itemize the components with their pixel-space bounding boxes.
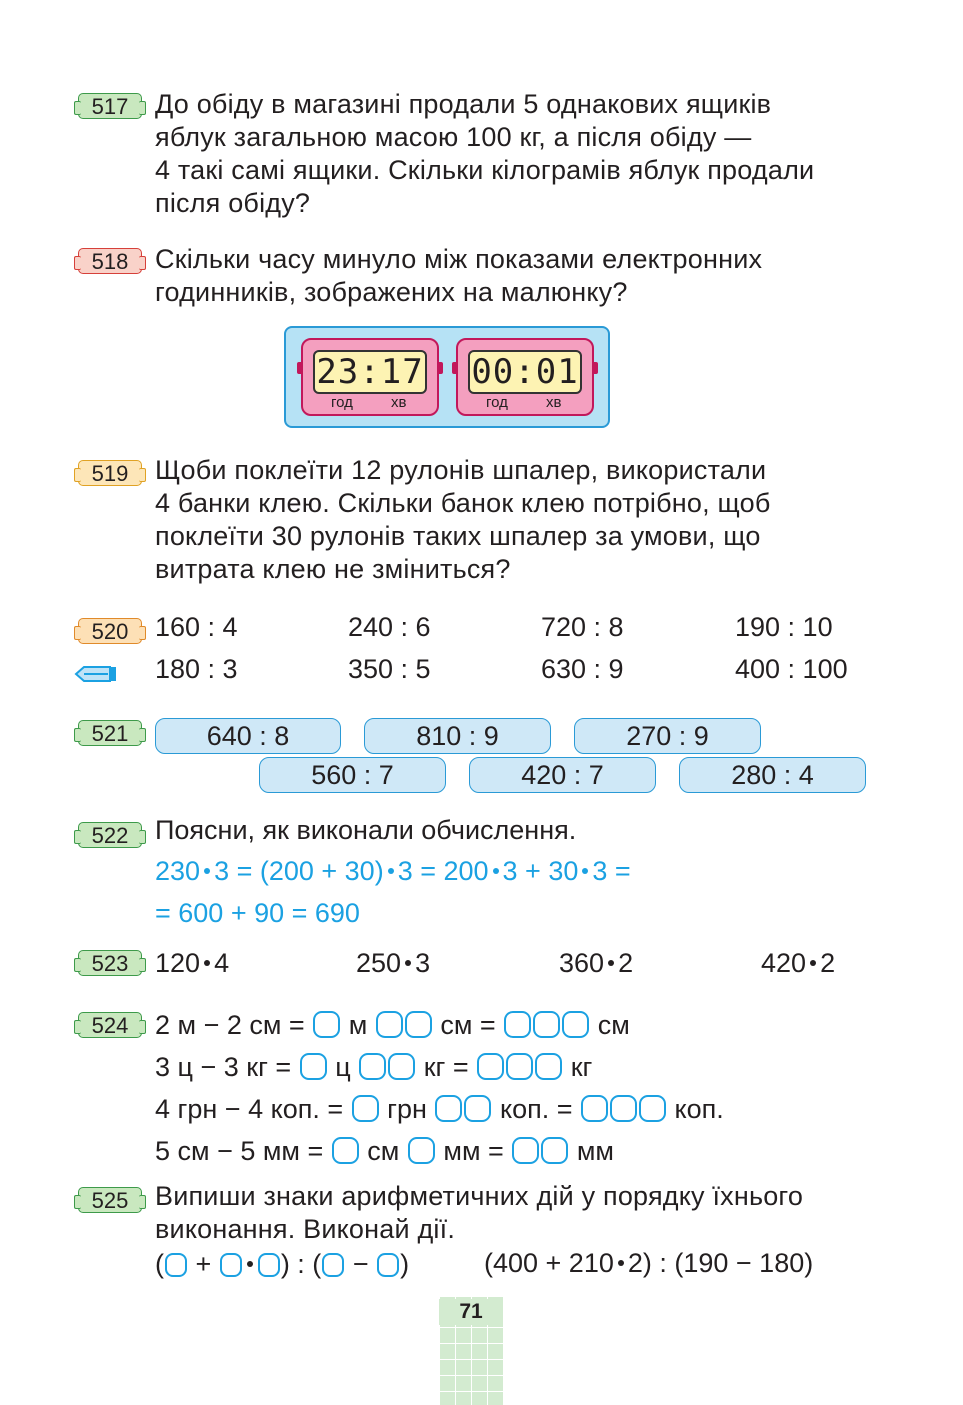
answer-box[interactable] xyxy=(639,1095,666,1122)
unit: м xyxy=(348,1010,368,1040)
expression: 4 грн − 4 коп. = xyxy=(155,1094,344,1124)
text-line: годинників, зображених на малюнку? xyxy=(155,277,628,307)
multiply-dot xyxy=(582,868,588,874)
minutes-label: хв xyxy=(546,394,562,411)
clock-button xyxy=(452,362,458,374)
digital-clock-2 xyxy=(456,338,594,416)
calc-part: 230 xyxy=(155,856,201,886)
conversion-row-4 xyxy=(155,1135,614,1168)
pencil-icon xyxy=(74,664,118,684)
multiply-dot xyxy=(204,868,210,874)
division-item: 180 : 3 xyxy=(155,654,238,684)
text-line: Випиши знаки арифметичних дій у порядку їхнього xyxy=(155,1181,804,1211)
division-card: 420 : 7 xyxy=(469,757,656,793)
task-number-522: 522 xyxy=(78,822,142,848)
division-card: 640 : 8 xyxy=(155,718,341,754)
division-item: 630 : 9 xyxy=(541,654,624,684)
answer-box[interactable] xyxy=(220,1253,242,1277)
calc-part: 3 = (200 + 30) xyxy=(214,856,384,886)
text-line: поклеїти 30 рулонів таких шпалер за умови, що xyxy=(155,521,761,551)
factor: 250 xyxy=(356,948,402,978)
division-item: 160 : 4 xyxy=(155,612,238,642)
division-item: 720 : 8 xyxy=(541,612,624,642)
digital-clock-1 xyxy=(301,338,439,416)
division-card: 560 : 7 xyxy=(259,757,446,793)
hours-label: год xyxy=(486,394,508,411)
answer-box[interactable] xyxy=(477,1053,504,1080)
multiplication-item xyxy=(559,947,633,980)
unit: см xyxy=(367,1136,400,1166)
answer-box[interactable] xyxy=(300,1053,327,1080)
factor: 2 xyxy=(618,948,634,978)
answer-box[interactable] xyxy=(541,1137,568,1164)
conversion-row-3 xyxy=(155,1093,724,1126)
factor: 420 xyxy=(761,948,807,978)
task-number-519: 519 xyxy=(78,460,142,486)
text-line: виконання. Виконай дії. xyxy=(155,1214,456,1244)
answer-box[interactable] xyxy=(352,1095,379,1122)
calculation-line-1 xyxy=(155,855,631,888)
division-item: 240 : 6 xyxy=(348,612,431,642)
multiply-dot xyxy=(405,960,411,966)
unit: ц xyxy=(335,1052,351,1082)
task-519-text xyxy=(155,454,867,586)
multiplication-item xyxy=(356,947,430,980)
clock-button xyxy=(592,362,598,374)
answer-box[interactable] xyxy=(504,1011,531,1038)
answer-box[interactable] xyxy=(388,1053,415,1080)
text-line: 4 такі самі ящики. Скільки кілограмів яблук продали xyxy=(155,155,815,185)
task-517-text xyxy=(155,88,867,220)
calc-part: 3 = 200 xyxy=(397,856,489,886)
multiply-dot xyxy=(204,960,210,966)
division-card: 810 : 9 xyxy=(364,718,551,754)
division-item: 400 : 100 xyxy=(735,654,848,684)
task-number-520: 520 xyxy=(78,618,142,644)
answer-box[interactable] xyxy=(535,1053,562,1080)
operator: − xyxy=(352,1249,369,1279)
answer-box[interactable] xyxy=(506,1053,533,1080)
answer-box[interactable] xyxy=(165,1253,187,1277)
answer-box[interactable] xyxy=(377,1253,399,1277)
unit: грн xyxy=(387,1094,427,1124)
answer-box[interactable] xyxy=(258,1253,280,1277)
multiplication-item xyxy=(761,947,835,980)
answer-box[interactable] xyxy=(512,1137,539,1164)
answer-box[interactable] xyxy=(581,1095,608,1122)
task-number-518: 518 xyxy=(78,248,142,274)
expression: 2 м − 2 см = xyxy=(155,1010,305,1040)
answer-box[interactable] xyxy=(610,1095,637,1122)
text-line: 4 банки клею. Скільки банок клею потрібно, щоб xyxy=(155,488,771,518)
unit: мм = xyxy=(443,1136,504,1166)
multiply-dot xyxy=(247,1261,253,1267)
text-line: Скільки часу минуло між показами електронних xyxy=(155,244,763,274)
expression-part: (400 + 210 xyxy=(484,1248,614,1278)
clock-display: 23:17 xyxy=(313,350,427,394)
conversion-row-2 xyxy=(155,1051,592,1084)
division-item: 190 : 10 xyxy=(735,612,833,642)
text-line: Щоби поклеїти 12 рулонів шпалер, використали xyxy=(155,455,767,485)
page-number-tab xyxy=(439,1297,503,1405)
expression-525 xyxy=(484,1247,813,1280)
answer-box[interactable] xyxy=(533,1011,560,1038)
task-518-text xyxy=(155,243,867,309)
factor: 4 xyxy=(214,948,230,978)
clock-display: 00:01 xyxy=(468,350,582,394)
factor: 3 xyxy=(415,948,431,978)
text-line: яблук загальною масою 100 кг, а після обіду — xyxy=(155,122,752,152)
factor: 360 xyxy=(559,948,605,978)
unit: мм xyxy=(576,1136,614,1166)
answer-box[interactable] xyxy=(464,1095,491,1122)
unit: кг xyxy=(570,1052,593,1082)
operator: + xyxy=(195,1249,212,1279)
paren: ( xyxy=(155,1249,164,1279)
unit: коп. = xyxy=(499,1094,573,1124)
multiplication-item xyxy=(155,947,229,980)
task-525-text xyxy=(155,1180,867,1246)
expression: 3 ц − 3 кг = xyxy=(155,1052,292,1082)
task-number-524: 524 xyxy=(78,1012,142,1038)
division-card: 270 : 9 xyxy=(574,718,761,754)
task-number-521: 521 xyxy=(78,720,142,746)
calc-part: 3 = xyxy=(592,856,631,886)
text-line: витрата клею не зміниться? xyxy=(155,554,511,584)
unit: коп. xyxy=(674,1094,724,1124)
factor: 2 xyxy=(820,948,836,978)
clocks-illustration xyxy=(284,326,610,428)
clock-button xyxy=(437,362,443,374)
multiply-dot xyxy=(810,960,816,966)
unit: см = xyxy=(440,1010,496,1040)
task-number-523: 523 xyxy=(78,950,142,976)
multiply-dot xyxy=(388,868,394,874)
conversion-row-1 xyxy=(155,1009,630,1042)
task-number-517: 517 xyxy=(78,93,142,119)
task-522-text: Поясни, як виконали обчислення. xyxy=(155,815,577,845)
expression: 5 см − 5 мм = xyxy=(155,1136,324,1166)
unit: кг = xyxy=(423,1052,469,1082)
answer-box[interactable] xyxy=(322,1253,344,1277)
multiply-dot xyxy=(618,1260,624,1266)
task-number-525: 525 xyxy=(78,1187,142,1213)
answer-box[interactable] xyxy=(562,1011,589,1038)
text-line: після обіду? xyxy=(155,188,311,218)
page-number: 71 xyxy=(439,1299,503,1325)
paren: ) xyxy=(400,1249,410,1279)
expression-part: 2) : (190 − 180) xyxy=(627,1248,814,1278)
answer-box[interactable] xyxy=(332,1137,359,1164)
hours-label: год xyxy=(331,394,353,411)
answer-box[interactable] xyxy=(359,1053,386,1080)
answer-box[interactable] xyxy=(408,1137,435,1164)
factor: 120 xyxy=(155,948,201,978)
clock-button xyxy=(297,362,303,374)
answer-box[interactable] xyxy=(405,1011,432,1038)
operator: ) : ( xyxy=(280,1249,322,1279)
minutes-label: хв xyxy=(391,394,407,411)
answer-box[interactable] xyxy=(435,1095,462,1122)
multiply-dot xyxy=(493,868,499,874)
text-line: До обіду в магазині продали 5 однакових ящиків xyxy=(155,89,772,119)
calculation-line-2: = 600 + 90 = 690 xyxy=(155,898,360,928)
division-item: 350 : 5 xyxy=(348,654,431,684)
unit: см xyxy=(597,1010,630,1040)
division-card: 280 : 4 xyxy=(679,757,866,793)
calc-part: 3 + 30 xyxy=(502,856,579,886)
answer-box[interactable] xyxy=(313,1011,340,1038)
operation-order-schema xyxy=(155,1248,409,1281)
multiply-dot xyxy=(608,960,614,966)
answer-box[interactable] xyxy=(376,1011,403,1038)
